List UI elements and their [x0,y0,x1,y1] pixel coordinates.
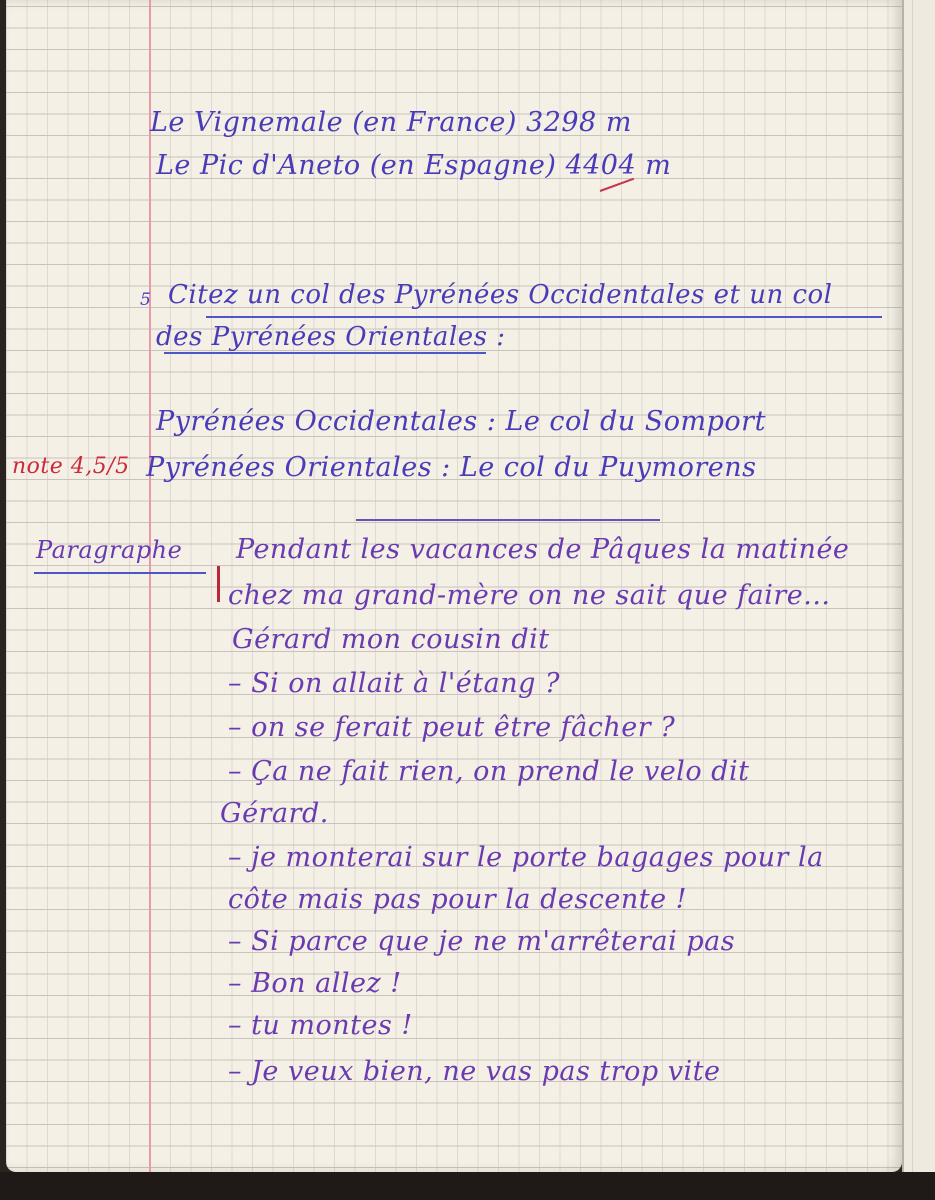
paragraph-line-12: – tu montes ! [228,1010,413,1041]
paragraph-line-11: – Bon allez ! [228,968,402,999]
paragraph-line-7: Gérard. [220,798,329,829]
separator-rule [356,519,660,521]
paragraph-line-5: – on se ferait peut être fâcher ? [228,712,676,743]
answer-vignemale: Le Vignemale (en France) 3298 m [150,107,632,138]
paragraph-line-4: – Si on allait à l'étang ? [228,668,560,699]
answer-aneto: Le Pic d'Aneto (en Espagne) 4404 m [156,150,672,181]
question-underline-1 [206,316,882,318]
question-underline-2 [164,352,486,354]
paragraph-line-3: Gérard mon cousin dit [232,624,550,655]
question-number: 5 [140,290,152,310]
adjacent-page-edge [902,0,935,1182]
question-line-1: Citez un col des Pyrénées Occidentales et un col [168,280,833,310]
paragraph-line-13: – Je veux bien, ne vas pas trop vite [228,1056,721,1087]
paragraph-line-10: – Si parce que je ne m'arrêterai pas [228,926,736,957]
col-orientales: Pyrénées Orientales : Le col du Puymorens [146,452,757,483]
paragraph-line-6: – Ça ne fait rien, on prend le velo dit [228,756,750,787]
margin-line [149,0,151,1172]
paragraph-line-9: côte mais pas pour la descente ! [228,884,687,915]
question-line-2: des Pyrénées Orientales : [156,322,506,352]
paragraph-line-1: Pendant les vacances de Pâques la matinée [236,534,850,565]
paragraph-line-8: – je monterai sur le porte bagages pour la [228,842,824,873]
paragraph-heading-underline [34,572,206,574]
red-margin-mark [217,566,220,602]
grade-note: note 4,5/5 [12,454,130,479]
col-occidentales: Pyrénées Occidentales : Le col du Somport [156,406,766,437]
notebook-page [6,0,902,1172]
paragraph-heading: Paragraphe [36,536,183,564]
paragraph-line-2: chez ma grand-mère on ne sait que faire... [228,580,831,611]
scan-bottom-edge [0,1172,935,1200]
